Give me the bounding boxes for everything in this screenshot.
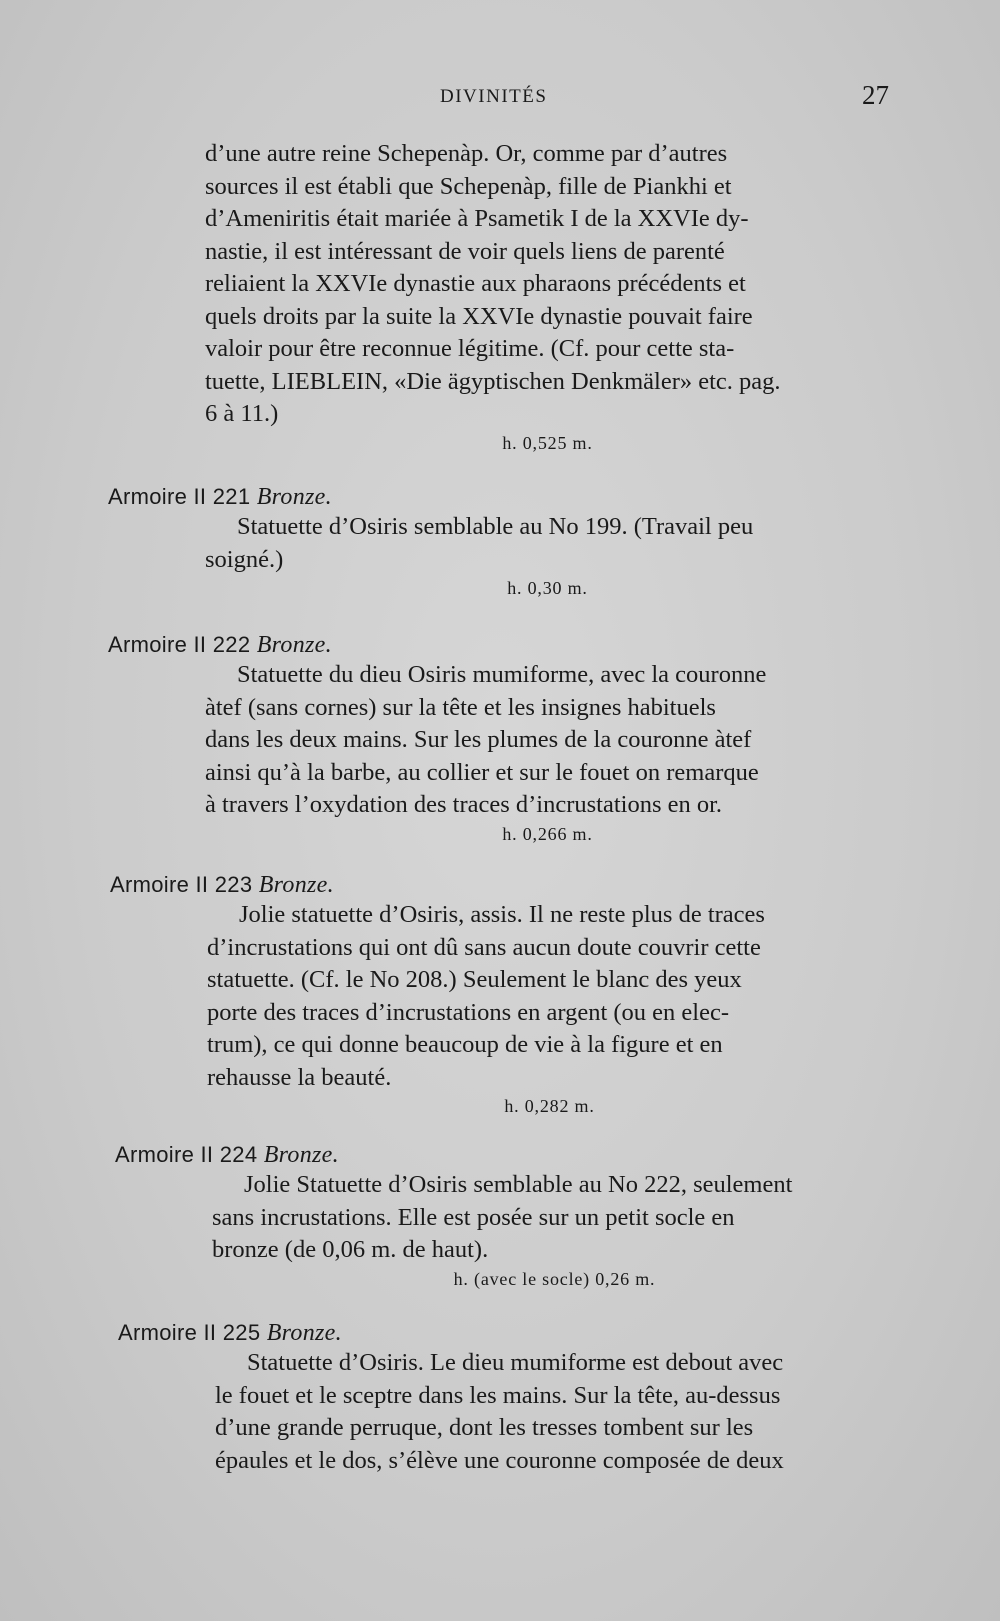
catalog-entry-221 <box>108 484 890 599</box>
entry-label: Armoire II 225 <box>118 1320 261 1345</box>
entry-label: Armoire II 221 <box>108 484 251 509</box>
text-line: sans incrustations. Elle est posée sur un petit socle en <box>212 1203 735 1231</box>
text-line: àtef (sans cornes) sur la tête et les insignes habituels <box>205 693 716 721</box>
entry-heading <box>110 872 892 899</box>
text-line: d’une autre reine Schepenàp. Or, comme par d’autres <box>205 140 728 167</box>
catalog-entry-223 <box>110 872 892 1117</box>
text-line: soigné.) <box>205 545 284 573</box>
text-line: à travers l’oxydation des traces d’incrustations en or. <box>205 791 723 818</box>
catalog-entry-222 <box>108 632 890 845</box>
height-measure: h. 0,30 m. <box>507 578 588 598</box>
text-line: d’incrustations qui ont dû sans aucun doute couvrir cette <box>207 933 761 961</box>
intro-paragraph <box>205 138 890 431</box>
text-line: sources il est établi que Schepenàp, fille de Piankhi et <box>205 172 732 200</box>
text-line: Jolie Statuette d’Osiris semblable au No 222, seulement <box>244 1171 793 1198</box>
entry-description <box>215 1347 900 1477</box>
text-line: nastie, il est intéressant de voir quels liens de parenté <box>205 237 725 265</box>
height-measure: h. 0,525 m. <box>502 432 593 453</box>
height-measure: h. (avec le socle) 0,26 m. <box>453 1268 656 1289</box>
text-line: ainsi qu’à la barbe, au collier et sur le fouet on remarque <box>205 758 759 786</box>
entry-description <box>207 899 892 1094</box>
text-line: Statuette d’Osiris. Le dieu mumiforme est debout avec <box>247 1349 784 1376</box>
text-line: reliaient la XXVIe dynastie aux pharaons précédents et <box>205 270 746 297</box>
entry-material: Bronze. <box>263 1142 339 1168</box>
page-number: 27 <box>862 80 889 110</box>
running-title: DIVINITÉS <box>440 86 548 107</box>
entry-label: Armoire II 222 <box>108 632 251 657</box>
text-line: épaules et le dos, s’élève une couronne composée de deux <box>215 1446 784 1474</box>
intro-section <box>205 138 890 454</box>
entry-heading <box>108 484 890 511</box>
text-line: valoir pour être reconnue légitime. (Cf. pour cette sta- <box>205 335 735 362</box>
entry-description <box>205 659 890 822</box>
text-line: statuette. (Cf. le No 208.) Seulement le blanc des yeux <box>207 966 742 993</box>
entry-description <box>205 511 890 576</box>
text-line: le fouet et le sceptre dans les mains. Sur la tête, au-dessus <box>215 1381 781 1409</box>
text-line: dans les deux mains. Sur les plumes de la couronne àtef <box>205 726 752 753</box>
entry-label: Armoire II 223 <box>110 872 253 897</box>
catalog-entry-224 <box>115 1142 897 1290</box>
text-line: rehausse la beauté. <box>207 1063 392 1091</box>
text-line: tuette, LIEBLEIN, «Die ägyptischen Denkmäler» etc. pag. <box>205 367 781 395</box>
entry-material: Bronze. <box>256 484 332 510</box>
text-line: trum), ce qui donne beaucoup de vie à la figure et en <box>207 1031 723 1058</box>
height-measure: h. 0,282 m. <box>504 1096 595 1116</box>
text-line: 6 à 11.) <box>205 400 279 427</box>
text-line: porte des traces d’incrustations en argent (ou en elec- <box>207 998 730 1026</box>
entry-material: Bronze. <box>258 872 334 898</box>
text-line: Statuette d’Osiris semblable au No 199. (Travail peu <box>237 513 754 540</box>
catalog-entry-225 <box>118 1320 900 1477</box>
text-line: Jolie statuette d’Osiris, assis. Il ne reste plus de traces <box>239 901 765 928</box>
entry-heading <box>118 1320 900 1347</box>
text-line: d’Ameniritis était mariée à Psametik I de la XXVIe dy- <box>205 205 749 232</box>
entry-label: Armoire II 224 <box>115 1142 258 1167</box>
entry-heading <box>108 632 890 659</box>
entry-material: Bronze. <box>266 1320 342 1346</box>
entry-material: Bronze. <box>256 632 332 658</box>
text-line: bronze (de 0,06 m. de haut). <box>212 1236 489 1263</box>
text-line: Statuette du dieu Osiris mumiforme, avec la couronne <box>237 661 767 688</box>
text-line: quels droits par la suite la XXVIe dynastie pouvait faire <box>205 302 753 330</box>
entry-description <box>212 1169 897 1267</box>
height-measure: h. 0,266 m. <box>502 823 593 844</box>
entry-heading <box>115 1142 897 1169</box>
text-line: d’une grande perruque, dont les tresses tombent sur les <box>215 1414 754 1441</box>
